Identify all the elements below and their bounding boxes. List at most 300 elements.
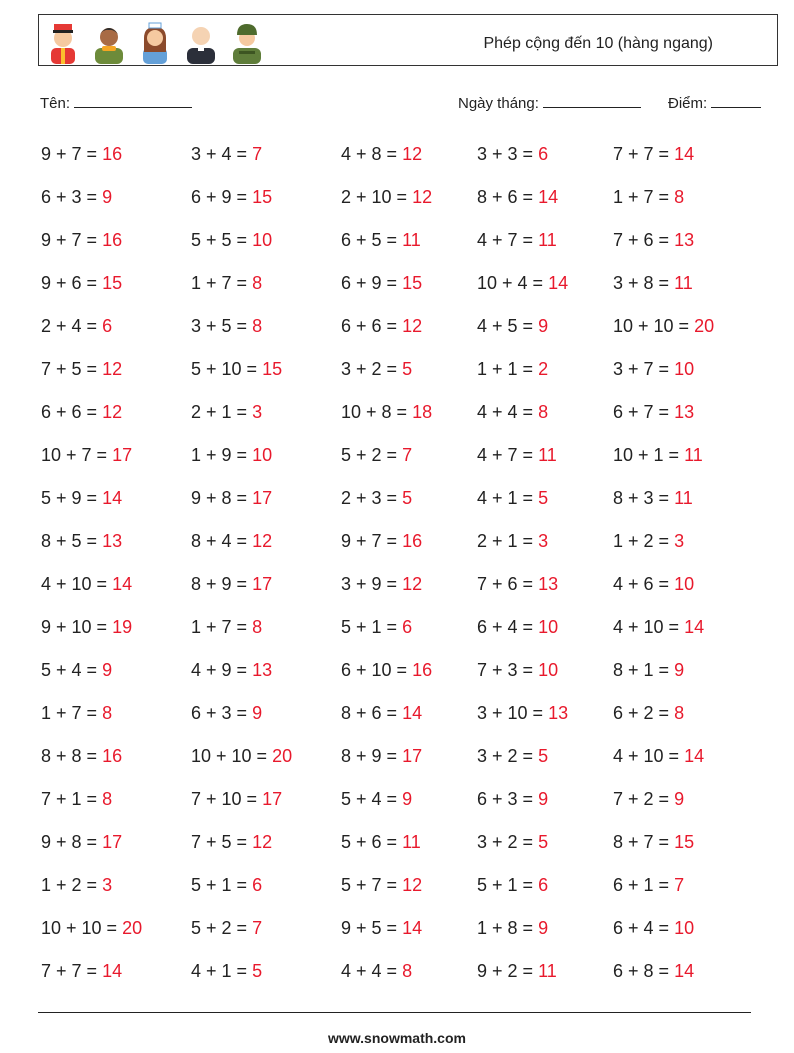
problem-item (41, 187, 112, 208)
problem-item (191, 445, 272, 466)
problem-item (477, 617, 558, 638)
problem-answer: 17 (112, 445, 133, 465)
problem-answer: 13 (252, 660, 273, 680)
problem-expression: 3 + 2 = (477, 746, 539, 766)
problem-expression: 4 + 7 = (477, 445, 539, 465)
problem-expression: 4 + 10 = (613, 746, 685, 766)
website-footer[interactable]: www.snowmath.com (328, 1030, 466, 1046)
problem-expression: 9 + 7 = (341, 531, 403, 551)
problem-item (613, 832, 694, 853)
problem-item (341, 875, 422, 896)
problem-item (341, 961, 412, 982)
problem-expression: 9 + 7 = (41, 230, 103, 250)
problem-answer: 14 (548, 273, 569, 293)
problem-expression: 10 + 7 = (41, 445, 113, 465)
problem-item (341, 144, 422, 165)
problem-expression: 1 + 8 = (477, 918, 539, 938)
problem-expression: 6 + 2 = (613, 703, 675, 723)
problem-expression: 9 + 2 = (477, 961, 539, 981)
problem-expression: 4 + 4 = (341, 961, 403, 981)
problem-expression: 5 + 4 = (341, 789, 403, 809)
problem-expression: 2 + 4 = (41, 316, 103, 336)
problem-item (477, 746, 548, 767)
problem-answer: 17 (252, 488, 273, 508)
problem-item (341, 832, 421, 853)
name-label: Tên: (40, 95, 71, 112)
problem-item (191, 789, 282, 810)
problem-item (41, 918, 142, 939)
problem-answer: 9 (674, 789, 685, 809)
problem-item (613, 660, 684, 681)
problem-item (41, 574, 132, 595)
problem-answer: 8 (402, 961, 413, 981)
problem-expression: 8 + 5 = (41, 531, 103, 551)
problem-answer: 11 (538, 445, 557, 465)
problem-expression: 2 + 1 = (191, 402, 253, 422)
problem-answer: 17 (402, 746, 423, 766)
problem-item (191, 230, 272, 251)
problem-item (341, 445, 412, 466)
problem-answer: 20 (272, 746, 293, 766)
problem-answer: 16 (102, 144, 123, 164)
problem-answer: 7 (674, 875, 685, 895)
problem-answer: 12 (252, 531, 273, 551)
problem-item (477, 144, 548, 165)
problem-item (341, 359, 412, 380)
problem-answer: 11 (674, 273, 693, 293)
problem-item (41, 531, 122, 552)
problem-item (41, 617, 132, 638)
problem-expression: 6 + 3 = (477, 789, 539, 809)
problem-item (191, 832, 272, 853)
problem-item (477, 316, 548, 337)
problem-expression: 9 + 7 = (41, 144, 103, 164)
problem-answer: 15 (402, 273, 423, 293)
problem-expression: 10 + 4 = (477, 273, 549, 293)
problem-expression: 7 + 5 = (191, 832, 253, 852)
score-label: Điểm: (668, 95, 708, 112)
problem-item (477, 488, 548, 509)
problem-expression: 4 + 4 = (477, 402, 539, 422)
problem-item (477, 703, 568, 724)
problem-expression: 10 + 10 = (191, 746, 273, 766)
problem-expression: 5 + 1 = (341, 617, 403, 637)
problem-item (477, 187, 558, 208)
problem-item (191, 574, 272, 595)
problem-answer: 19 (112, 617, 133, 637)
problem-expression: 7 + 7 = (613, 144, 675, 164)
problem-expression: 5 + 9 = (41, 488, 103, 508)
problem-expression: 6 + 9 = (191, 187, 253, 207)
problem-answer: 9 (538, 789, 549, 809)
problem-expression: 6 + 7 = (613, 402, 675, 422)
problem-expression: 1 + 7 = (41, 703, 103, 723)
problem-answer: 5 (402, 488, 413, 508)
problem-answer: 10 (252, 230, 273, 250)
problem-answer: 14 (684, 617, 705, 637)
problem-expression: 1 + 9 = (191, 445, 253, 465)
problem-expression: 3 + 5 = (191, 316, 253, 336)
problem-expression: 6 + 6 = (341, 316, 403, 336)
problem-item (191, 187, 272, 208)
problem-expression: 4 + 6 = (613, 574, 675, 594)
problem-item (613, 961, 694, 982)
problem-item (477, 531, 548, 552)
problem-answer: 17 (262, 789, 283, 809)
problem-answer: 3 (674, 531, 685, 551)
problem-answer: 10 (674, 359, 695, 379)
problem-expression: 6 + 4 = (613, 918, 675, 938)
problem-answer: 8 (674, 187, 685, 207)
problem-item (341, 402, 432, 423)
problem-item (341, 316, 422, 337)
problem-expression: 8 + 8 = (41, 746, 103, 766)
problem-item (613, 273, 693, 294)
problem-item (613, 488, 693, 509)
problem-item (41, 445, 132, 466)
problem-expression: 4 + 9 = (191, 660, 253, 680)
problem-answer: 11 (538, 230, 557, 250)
problem-answer: 8 (252, 273, 263, 293)
problem-answer: 17 (102, 832, 123, 852)
problem-expression: 8 + 1 = (613, 660, 675, 680)
problem-answer: 12 (402, 316, 423, 336)
problem-expression: 8 + 6 = (341, 703, 403, 723)
problem-answer: 16 (412, 660, 433, 680)
problem-item (477, 789, 548, 810)
problem-answer: 8 (538, 402, 549, 422)
problem-answer: 14 (674, 961, 695, 981)
problem-answer: 14 (402, 703, 423, 723)
problem-item (341, 488, 412, 509)
problem-answer: 5 (252, 961, 263, 981)
problem-item (191, 703, 262, 724)
problem-answer: 7 (252, 144, 263, 164)
problem-expression: 7 + 10 = (191, 789, 263, 809)
problem-expression: 10 + 1 = (613, 445, 685, 465)
problem-expression: 8 + 9 = (341, 746, 403, 766)
problem-item (477, 832, 548, 853)
problem-expression: 10 + 10 = (613, 316, 695, 336)
problem-expression: 6 + 9 = (341, 273, 403, 293)
problem-expression: 9 + 8 = (41, 832, 103, 852)
date-label: Ngày tháng: (458, 95, 539, 112)
problem-item (341, 789, 412, 810)
problem-expression: 1 + 1 = (477, 359, 539, 379)
problem-expression: 3 + 3 = (477, 144, 539, 164)
problem-answer: 5 (538, 746, 549, 766)
problem-answer: 11 (402, 230, 421, 250)
problem-item (341, 660, 432, 681)
problem-answer: 20 (122, 918, 143, 938)
problem-item (191, 402, 262, 423)
problem-item (477, 961, 557, 982)
problem-expression: 5 + 7 = (341, 875, 403, 895)
problem-answer: 3 (252, 402, 263, 422)
problem-expression: 6 + 5 = (341, 230, 403, 250)
problem-item (613, 746, 704, 767)
problem-item (191, 617, 262, 638)
problem-answer: 13 (548, 703, 569, 723)
problem-expression: 6 + 4 = (477, 617, 539, 637)
problem-item (613, 918, 694, 939)
problem-answer: 17 (252, 574, 273, 594)
problem-item (41, 789, 112, 810)
problem-expression: 2 + 1 = (477, 531, 539, 551)
problem-answer: 11 (402, 832, 421, 852)
problem-item (341, 918, 422, 939)
problem-answer: 14 (102, 488, 123, 508)
problem-expression: 7 + 6 = (477, 574, 539, 594)
problem-answer: 16 (102, 746, 123, 766)
problem-expression: 1 + 7 = (191, 273, 253, 293)
problem-answer: 7 (252, 918, 263, 938)
problem-item (41, 961, 122, 982)
problem-item (341, 187, 432, 208)
problem-item (41, 488, 122, 509)
problem-expression: 3 + 8 = (613, 273, 675, 293)
problem-expression: 5 + 2 = (341, 445, 403, 465)
problem-expression: 3 + 4 = (191, 144, 253, 164)
problem-expression: 9 + 10 = (41, 617, 113, 637)
problem-item (613, 144, 694, 165)
problem-item (191, 359, 282, 380)
problem-expression: 3 + 2 = (341, 359, 403, 379)
problem-answer: 10 (538, 617, 559, 637)
worksheet-title: Phép cộng đến 10 (hàng ngang) (483, 35, 713, 52)
problem-answer: 12 (252, 832, 273, 852)
problem-expression: 5 + 1 = (191, 875, 253, 895)
problem-item (191, 961, 262, 982)
problem-answer: 9 (102, 187, 113, 207)
problem-answer: 13 (674, 402, 695, 422)
problem-item (41, 273, 122, 294)
problem-expression: 7 + 2 = (613, 789, 675, 809)
problem-expression: 8 + 7 = (613, 832, 675, 852)
problem-item (341, 574, 422, 595)
problem-answer: 9 (538, 316, 549, 336)
problem-answer: 11 (538, 961, 557, 981)
problem-answer: 12 (402, 875, 423, 895)
problem-answer: 13 (674, 230, 695, 250)
problem-expression: 7 + 6 = (613, 230, 675, 250)
problem-expression: 8 + 3 = (613, 488, 675, 508)
problem-expression: 8 + 6 = (477, 187, 539, 207)
problem-answer: 9 (402, 789, 413, 809)
problem-item (477, 402, 548, 423)
problem-expression: 2 + 10 = (341, 187, 413, 207)
problem-expression: 4 + 5 = (477, 316, 539, 336)
problem-answer: 10 (252, 445, 273, 465)
problem-answer: 12 (102, 359, 123, 379)
problem-expression: 5 + 2 = (191, 918, 253, 938)
problem-item (191, 660, 272, 681)
problem-expression: 4 + 10 = (613, 617, 685, 637)
problem-item (613, 359, 694, 380)
problem-item (191, 531, 272, 552)
problem-answer: 5 (538, 488, 549, 508)
problem-item (613, 230, 694, 251)
problem-item (191, 746, 292, 767)
problem-item (613, 703, 684, 724)
problem-answer: 8 (674, 703, 685, 723)
problem-item (613, 617, 704, 638)
problem-item (477, 445, 557, 466)
problem-expression: 6 + 3 = (41, 187, 103, 207)
problem-expression: 4 + 1 = (477, 488, 539, 508)
problem-expression: 7 + 7 = (41, 961, 103, 981)
problem-item (613, 316, 714, 337)
problem-item (477, 359, 548, 380)
problem-answer: 11 (684, 445, 703, 465)
problem-item (341, 230, 421, 251)
problem-expression: 9 + 6 = (41, 273, 103, 293)
problem-item (613, 574, 694, 595)
problem-answer: 14 (684, 746, 705, 766)
problem-answer: 20 (694, 316, 715, 336)
problem-answer: 14 (674, 144, 695, 164)
problem-item (41, 359, 122, 380)
problem-answer: 6 (252, 875, 263, 895)
problem-answer: 5 (402, 359, 413, 379)
problem-answer: 14 (402, 918, 423, 938)
problem-item (613, 789, 684, 810)
problem-expression: 6 + 10 = (341, 660, 413, 680)
problem-expression: 5 + 4 = (41, 660, 103, 680)
problem-answer: 15 (674, 832, 695, 852)
problem-answer: 9 (252, 703, 263, 723)
problem-item (341, 703, 422, 724)
problem-answer: 6 (538, 144, 549, 164)
problem-answer: 14 (538, 187, 559, 207)
problem-expression: 4 + 8 = (341, 144, 403, 164)
problem-item (191, 918, 262, 939)
problem-item (41, 660, 112, 681)
problem-item (41, 316, 112, 337)
problem-expression: 6 + 6 = (41, 402, 103, 422)
problem-answer: 10 (538, 660, 559, 680)
problem-item (191, 875, 262, 896)
problem-answer: 3 (102, 875, 113, 895)
problem-answer: 15 (102, 273, 123, 293)
problem-expression: 2 + 3 = (341, 488, 403, 508)
problem-answer: 13 (538, 574, 559, 594)
problem-expression: 7 + 1 = (41, 789, 103, 809)
problem-answer: 8 (252, 617, 263, 637)
problem-expression: 10 + 8 = (341, 402, 413, 422)
problem-item (41, 703, 112, 724)
problem-item (341, 273, 422, 294)
problem-answer: 6 (538, 875, 549, 895)
footer-divider (38, 1012, 751, 1013)
problem-item (613, 875, 684, 896)
problem-item (477, 875, 548, 896)
problem-expression: 5 + 5 = (191, 230, 253, 250)
problem-item (41, 402, 122, 423)
problem-answer: 16 (402, 531, 423, 551)
problem-answer: 8 (102, 789, 113, 809)
problem-item (477, 660, 558, 681)
problem-item (341, 617, 412, 638)
problem-answer: 3 (538, 531, 549, 551)
problem-item (477, 273, 568, 294)
problem-item (341, 746, 422, 767)
problem-item (613, 402, 694, 423)
problem-answer: 15 (262, 359, 283, 379)
problem-expression: 6 + 1 = (613, 875, 675, 895)
problem-answer: 5 (538, 832, 549, 852)
problem-expression: 3 + 7 = (613, 359, 675, 379)
problem-answer: 14 (112, 574, 133, 594)
problem-item (191, 488, 272, 509)
problem-expression: 10 + 10 = (41, 918, 123, 938)
problem-answer: 2 (538, 359, 549, 379)
problem-item (41, 875, 112, 896)
problem-item (341, 531, 422, 552)
problem-expression: 8 + 9 = (191, 574, 253, 594)
problem-answer: 12 (402, 574, 423, 594)
problem-expression: 7 + 3 = (477, 660, 539, 680)
problem-answer: 9 (674, 660, 685, 680)
problem-answer: 12 (412, 187, 433, 207)
problem-answer: 8 (252, 316, 263, 336)
problem-item (41, 230, 122, 251)
problem-item (613, 187, 684, 208)
problem-answer: 10 (674, 918, 695, 938)
problem-answer: 12 (402, 144, 423, 164)
problem-answer: 9 (102, 660, 113, 680)
problem-item (477, 918, 548, 939)
problem-answer: 7 (402, 445, 413, 465)
problem-expression: 4 + 1 = (191, 961, 253, 981)
problem-answer: 8 (102, 703, 113, 723)
problem-answer: 9 (538, 918, 549, 938)
problem-item (613, 445, 703, 466)
problem-answer: 13 (102, 531, 123, 551)
problem-answer: 6 (402, 617, 413, 637)
problem-expression: 6 + 3 = (191, 703, 253, 723)
problem-expression: 9 + 5 = (341, 918, 403, 938)
problem-item (191, 316, 262, 337)
problem-item (41, 144, 122, 165)
problem-expression: 5 + 6 = (341, 832, 403, 852)
problem-expression: 3 + 9 = (341, 574, 403, 594)
problem-answer: 6 (102, 316, 113, 336)
problem-expression: 3 + 2 = (477, 832, 539, 852)
problem-expression: 4 + 10 = (41, 574, 113, 594)
problem-item (41, 746, 122, 767)
problem-expression: 1 + 7 = (613, 187, 675, 207)
problem-item (613, 531, 684, 552)
problem-expression: 6 + 8 = (613, 961, 675, 981)
problem-expression: 5 + 10 = (191, 359, 263, 379)
problem-expression: 3 + 10 = (477, 703, 549, 723)
problem-answer: 15 (252, 187, 273, 207)
problem-answer: 14 (102, 961, 123, 981)
problem-expression: 5 + 1 = (477, 875, 539, 895)
problem-expression: 1 + 2 = (613, 531, 675, 551)
problem-expression: 4 + 7 = (477, 230, 539, 250)
problem-answer: 18 (412, 402, 433, 422)
problem-answer: 12 (102, 402, 123, 422)
problem-item (477, 574, 558, 595)
problem-expression: 7 + 5 = (41, 359, 103, 379)
problem-item (191, 144, 262, 165)
problem-item (191, 273, 262, 294)
problem-expression: 8 + 4 = (191, 531, 253, 551)
problem-item (41, 832, 122, 853)
problem-item (477, 230, 557, 251)
